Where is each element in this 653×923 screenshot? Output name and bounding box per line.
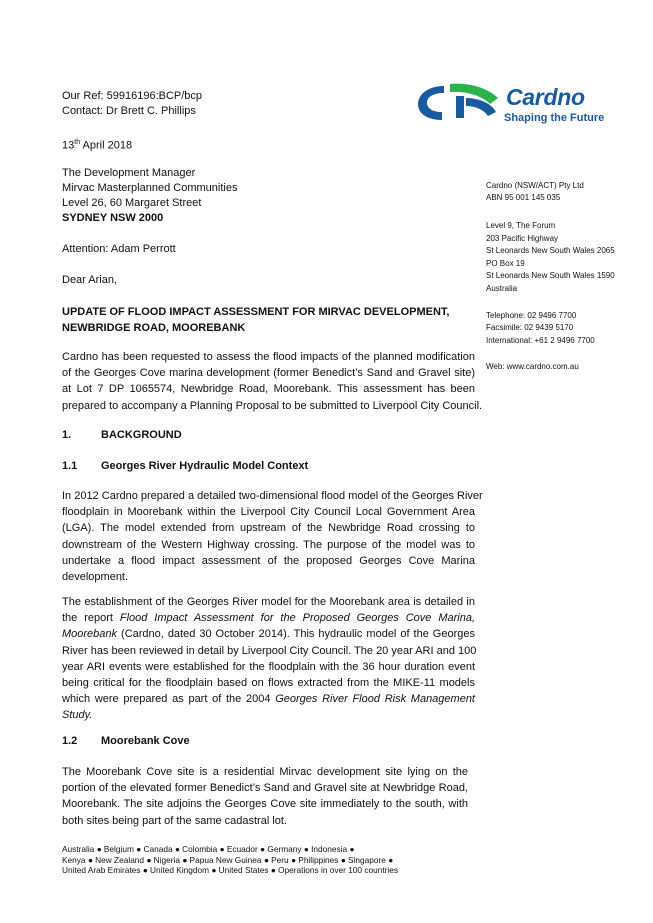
subsection-number: 1.2	[62, 735, 78, 747]
sidebar-abn: ABN 95 001 145 035	[486, 193, 561, 202]
section-number: 1.	[62, 429, 72, 441]
paragraph-model-context: In 2012 Cardno prepared a detailed two-dimensional flood model of the Georges River floodplain in Moorebank within the Liverpool City Council Local Government Area (LGA). The model extended from upstream of the Newbridge Road crossing to downstream of the Western Highway crossing. The purpose of the model was to undertake a flood impact assessment of the proposed Georges Cove Marina development.	[62, 490, 483, 584]
address-city: SYDNEY NSW 2000	[62, 212, 164, 224]
letter-date: 13th April 2018	[62, 139, 133, 152]
section-title: BACKGROUND	[101, 429, 182, 441]
address-line: The Development Manager	[62, 167, 196, 179]
sidebar-company: Cardno (NSW/ACT) Pty Ltd	[486, 181, 584, 190]
sidebar-international: International: +61 2 9496 7700	[486, 336, 595, 345]
paragraph-moorebank-cove: The Moorebank Cove site is a residential Mirvac development site lying on the portion of the elevated former Benedict’s Sand and Gravel site at Newbridge Road, Moorebank. The site adjoins the Georges Cove site immediately to the south, with both sites being part of the same cadastral lot.	[62, 766, 468, 827]
sidebar-web-link[interactable]: Web: www.cardno.com.au	[486, 362, 579, 371]
brand-name: Cardno	[506, 84, 585, 110]
paragraph-model-establishment: The establishment of the Georges River model for the Moorebank area is detailed in the report Flood Impact Assessment for the Proposed Georges Cove Marina, Moorebank (Cardno, dated 30 October 2014). This hydraulic model of the Georges River has been reviewed in detail by Liverpool City Council. The 20 year ARI and 100 year ARI events were established for the floodplain with the 36 hour duration event being critical for the floodplain based on flows extracted from the MIKE-11 models which were prepared as part of the 2004 Georges River Flood Risk Management Study.	[62, 596, 477, 722]
subsection-title: Georges River Hydraulic Model Context	[101, 460, 309, 472]
contact: Contact: Dr Brett C. Phillips	[62, 105, 196, 117]
subsection-title: Moorebank Cove	[101, 735, 190, 747]
attention: Attention: Adam Perrott	[62, 243, 176, 255]
subsection-number: 1.1	[62, 460, 78, 472]
sidebar-telephone: Telephone: 02 9496 7700	[486, 311, 577, 320]
subject-line: NEWBRIDGE ROAD, MOOREBANK	[62, 322, 246, 334]
address-line: Mirvac Masterplanned Communities	[62, 182, 238, 194]
brand-tagline: Shaping the Future	[504, 112, 605, 124]
intro-paragraph: Cardno has been requested to assess the flood impacts of the planned modification of the Georges Cove marina development (former Benedict’s Sand and Gravel site) at Lot 7 DP 1065574, Newbridge Road, Moorebank. This assessment has been prepared to accompany a Planning Proposal to be submitted to Liverpool City Council.	[62, 351, 483, 412]
footer-countries: Australia ● Belgium ● Canada ● Colombia ● Ecuador ● Germany ● Indonesia ● Kenya ● New Zealand ● Nigeria ● Papua New Guinea ● Peru ● Philippines ● Singapore ● United Arab Emirates ● United Kingdom ● United States ● Operations in over 100 countries	[62, 844, 399, 875]
sidebar-address: Level 9, The Forum 203 Pacific Highway St Leonards New South Wales 2065 PO Box 19 St Leonards New South Wales 1590 Australia	[486, 221, 615, 293]
salutation: Dear Arian,	[62, 274, 118, 286]
address-line: Level 26, 60 Margaret Street	[62, 197, 202, 209]
subject-line: UPDATE OF FLOOD IMPACT ASSESSMENT FOR MIRVAC DEVELOPMENT,	[62, 306, 450, 318]
sidebar-facsimile: Facsimile: 02 9439 5170	[486, 323, 574, 332]
our-ref: Our Ref: 59916196:BCP/bcp	[62, 90, 203, 102]
